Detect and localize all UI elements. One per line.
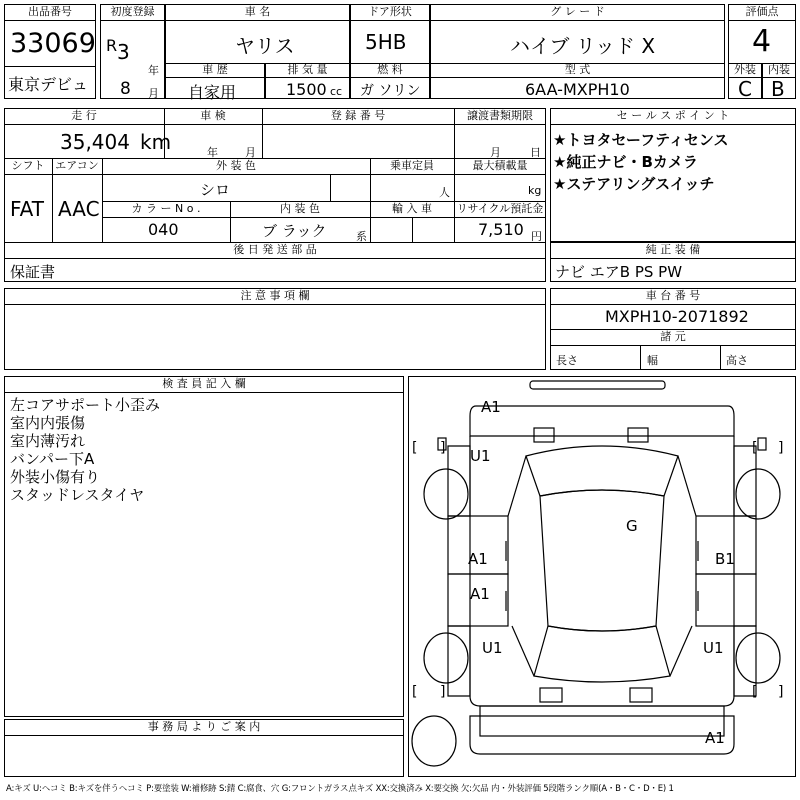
inspector-note-4: バンパー下A bbox=[10, 450, 95, 468]
bracket-left-bottom-close: ] bbox=[440, 684, 446, 700]
genuine-equipment-label: 純 正 装 備 bbox=[645, 243, 701, 256]
damage-front: A1 bbox=[481, 398, 501, 416]
ext-color-label: 外 装 色 bbox=[216, 159, 256, 172]
damage-right-door: B1 bbox=[715, 550, 735, 568]
front-bumper-strip bbox=[530, 381, 665, 389]
front-windshield bbox=[526, 446, 678, 496]
int-color-label: 内 装 色 bbox=[280, 202, 320, 215]
door-type: 5HB bbox=[365, 30, 407, 54]
chassis-label: 車 台 番 号 bbox=[645, 289, 701, 302]
rear-bumper bbox=[470, 716, 734, 754]
left-front-fender bbox=[448, 446, 470, 516]
inspection-label: 車 検 bbox=[200, 109, 226, 122]
cabin-roof bbox=[540, 490, 664, 631]
dims-label: 諸 元 bbox=[660, 330, 686, 343]
sales-points-label: セ ー ル ス ポ イ ン ト bbox=[616, 109, 730, 122]
displacement-label: 排 気 量 bbox=[287, 63, 328, 76]
car-name: ヤリス bbox=[235, 34, 295, 58]
right-rear-wheel bbox=[736, 633, 780, 683]
era-prefix: R bbox=[106, 36, 118, 55]
left-headlamp bbox=[534, 428, 554, 442]
history: 自家用 bbox=[188, 83, 237, 102]
length-label: 長さ bbox=[556, 354, 578, 367]
inspector-note-3: 室内薄汚れ bbox=[10, 432, 86, 450]
score: 4 bbox=[752, 24, 772, 59]
color-no-label: カ ラ ー N o . bbox=[131, 202, 201, 215]
bracket-right-top-close: ] bbox=[778, 440, 784, 456]
exterior-grade: C bbox=[738, 77, 752, 101]
capacity-unit: 人 bbox=[439, 186, 450, 199]
inspector-note-2: 室内内張傷 bbox=[10, 414, 86, 432]
inspector-note-1: 左コアサポート小歪み bbox=[10, 396, 161, 414]
damage-left-front: U1 bbox=[470, 447, 491, 465]
fuel: ガ ソリン bbox=[360, 83, 421, 99]
color-no: 040 bbox=[148, 220, 179, 239]
mileage: 35,404 bbox=[60, 130, 130, 154]
right-rear-door bbox=[696, 574, 756, 626]
import-label: 輸 入 車 bbox=[392, 202, 432, 215]
damage-right-rear: U1 bbox=[703, 639, 724, 657]
load-label: 最大積載量 bbox=[472, 159, 528, 172]
history-label: 車 歴 bbox=[202, 63, 228, 76]
bracket-left-top-open: [ bbox=[412, 440, 418, 456]
shift-label: シフト bbox=[11, 159, 45, 172]
load-unit: kg bbox=[528, 184, 542, 197]
left-front-wheel bbox=[424, 469, 468, 519]
model-label: 型 式 bbox=[564, 63, 591, 76]
sales-point-2: ★純正ナビ・Bカメラ bbox=[553, 153, 698, 171]
aircon-label: エアコン bbox=[55, 159, 99, 172]
recycle-unit: 円 bbox=[531, 230, 542, 243]
inspector-note-6: スタッドレスタイヤ bbox=[10, 486, 145, 504]
ext-color: シロ bbox=[200, 181, 231, 199]
bracket-left-bottom-open: [ bbox=[412, 684, 418, 700]
bracket-left-top-close: ] bbox=[440, 440, 446, 456]
rear-lamp-left bbox=[540, 688, 562, 702]
damage-roof: G bbox=[626, 517, 638, 535]
transfer-month-unit: 月 bbox=[490, 146, 501, 159]
shift: FAT bbox=[10, 197, 45, 221]
width-label: 幅 bbox=[647, 354, 658, 367]
genuine-equipment: ナビ エアB PS PW bbox=[555, 263, 683, 281]
score-label: 評価点 bbox=[745, 5, 779, 18]
transfer-day-unit: 日 bbox=[530, 146, 541, 159]
body-outline bbox=[470, 436, 734, 706]
bracket-right-bottom-open: [ bbox=[752, 684, 758, 700]
later-parts-label: 後 日 発 送 部 品 bbox=[233, 243, 317, 256]
lot-number-label: 出品番号 bbox=[28, 5, 72, 18]
later-parts: 保証書 bbox=[10, 263, 56, 281]
front-hood bbox=[470, 406, 734, 436]
reg-month: 8 bbox=[120, 79, 131, 99]
first-registration-label: 初度登録 bbox=[110, 5, 155, 18]
right-headlamp bbox=[628, 428, 648, 442]
sales-point-1: ★トヨタセーフティセンス bbox=[553, 131, 729, 149]
era-year: 3 bbox=[117, 40, 130, 64]
office-label: 事 務 局 よ り ご 案 内 bbox=[147, 720, 261, 733]
right-front-fender bbox=[734, 446, 756, 516]
damage-left-rear: U1 bbox=[482, 639, 503, 657]
grade-label: グ レ ー ド bbox=[550, 5, 605, 18]
inspection-year-unit: 年 bbox=[207, 146, 218, 159]
damage-left-rear-door: A1 bbox=[470, 585, 490, 603]
rear-windshield bbox=[534, 626, 670, 682]
debut-text: 東京デビュ bbox=[8, 75, 89, 94]
int-color-suffix: 系 bbox=[356, 230, 367, 243]
notes-label: 注 意 事 項 欄 bbox=[240, 289, 310, 302]
displacement-unit: cc bbox=[330, 85, 343, 98]
left-rear-fender bbox=[448, 626, 470, 696]
grade: ハイブ リッド X bbox=[510, 34, 656, 58]
bracket-right-top-open: [ bbox=[752, 440, 758, 456]
chassis-number: MXPH10-2071892 bbox=[605, 307, 749, 326]
capacity-label: 乗車定員 bbox=[390, 159, 434, 172]
car-name-label: 車 名 bbox=[244, 5, 271, 18]
interior-grade: B bbox=[771, 77, 785, 101]
sales-point-3: ★ステアリングスイッチ bbox=[553, 175, 715, 193]
displacement: 1500 bbox=[286, 80, 327, 99]
door-type-label: ドア形状 bbox=[368, 5, 412, 18]
fuel-label: 燃 料 bbox=[377, 63, 403, 76]
rear-lamp-right bbox=[630, 688, 652, 702]
legend-text: A:キズ U:ヘコミ B:キズを伴うヘコミ P:要塗装 W:補修跡 S:錆 C:腐食、穴 G:フロントガラス点キズ XX:交換済み X:要交換 欠:欠品 内・外装評価 5段階ランク順(A・B・C・D・E) 1 bbox=[6, 784, 674, 794]
mileage-label: 走 行 bbox=[71, 109, 97, 122]
damage-left-front-door: A1 bbox=[468, 550, 488, 568]
recycle-label: リサイクル預託金 bbox=[456, 202, 544, 215]
left-rear-wheel bbox=[424, 633, 468, 683]
mileage-unit: km bbox=[140, 130, 172, 154]
recycle-amount: 7,510 bbox=[478, 220, 524, 239]
lot-number: 33069 bbox=[10, 28, 96, 59]
inspector-label: 検 査 員 記 入 欄 bbox=[162, 377, 246, 390]
aircon: AAC bbox=[58, 197, 100, 221]
month-unit: 月 bbox=[148, 87, 159, 100]
rear-tail-block bbox=[480, 706, 724, 736]
model: 6AA-MXPH10 bbox=[525, 80, 630, 99]
interior-label: 内装 bbox=[768, 63, 790, 76]
right-mirror bbox=[758, 438, 766, 450]
reg-no-label: 登 録 番 号 bbox=[330, 109, 386, 122]
int-color: ブ ラック bbox=[262, 222, 327, 240]
transfer-label: 譲渡書類期限 bbox=[467, 109, 533, 122]
exterior-label: 外装 bbox=[734, 63, 756, 76]
bracket-right-bottom-close: ] bbox=[778, 684, 784, 700]
spare-wheel bbox=[412, 716, 456, 766]
damage-rear: A1 bbox=[705, 729, 725, 747]
inspector-note-5: 外装小傷有り bbox=[10, 468, 101, 486]
inspection-month-unit: 月 bbox=[245, 146, 256, 159]
car-diagram-drawing bbox=[408, 376, 796, 777]
right-front-wheel bbox=[736, 469, 780, 519]
year-unit: 年 bbox=[148, 64, 159, 77]
height-label: 高さ bbox=[726, 354, 748, 367]
